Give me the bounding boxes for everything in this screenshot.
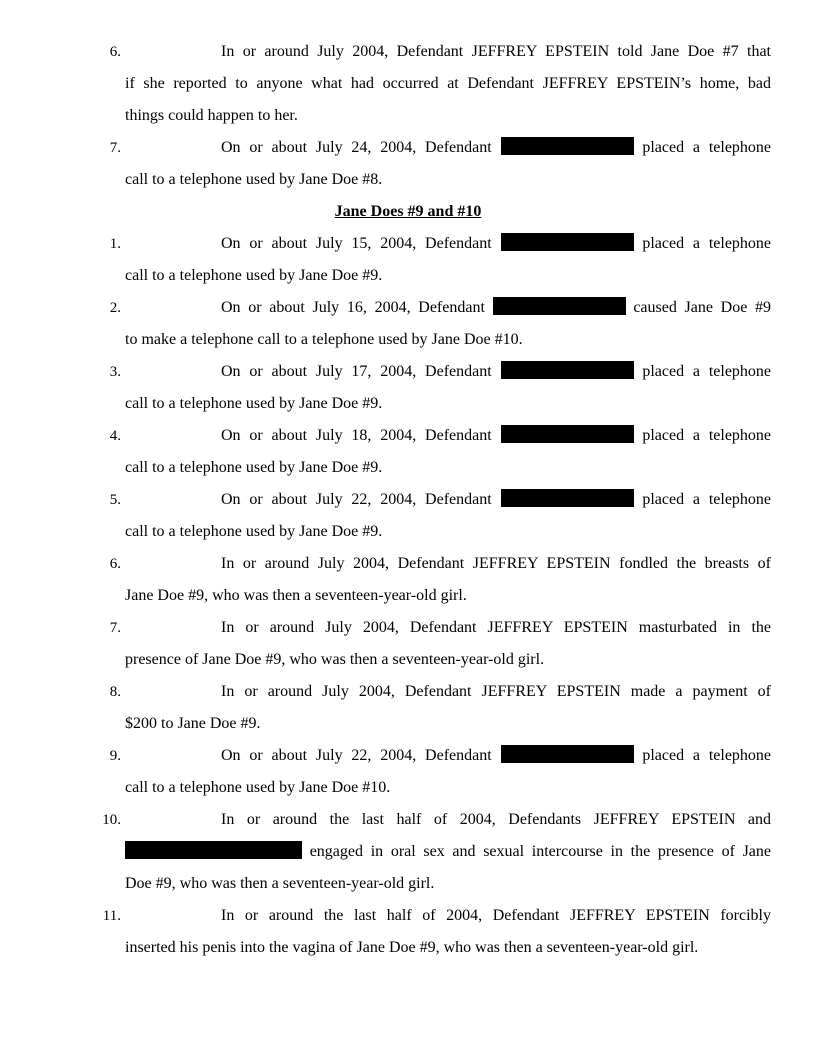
paragraph-line: things could happen to her. bbox=[125, 107, 298, 124]
redaction-bar bbox=[501, 233, 634, 251]
paragraph-line: Jane Doe #9, who was then a seventeen-year-old girl. bbox=[125, 587, 467, 604]
paragraph-line bbox=[221, 232, 771, 256]
paragraph-number: 2. bbox=[109, 300, 121, 316]
paragraph-line bbox=[221, 136, 771, 160]
line-text: On or about July 16, 2004, Defendant bbox=[221, 299, 485, 316]
redaction-bar bbox=[501, 745, 634, 763]
paragraph-line: presence of Jane Doe #9, who was then a seventeen-year-old girl. bbox=[125, 651, 545, 668]
paragraph-line bbox=[221, 424, 771, 448]
line-text: placed a telephone bbox=[642, 363, 772, 380]
paragraph-line: In or around July 2004, Defendant JEFFREY EPSTEIN masturbated in the bbox=[221, 619, 771, 636]
paragraph-line: call to a telephone used by Jane Doe #8. bbox=[125, 171, 383, 188]
paragraph-line: call to a telephone used by Jane Doe #9. bbox=[125, 459, 383, 476]
line-text: placed a telephone bbox=[642, 491, 772, 508]
paragraph-number: 10. bbox=[102, 812, 121, 828]
redaction-bar bbox=[125, 841, 302, 859]
redaction-bar bbox=[501, 489, 634, 507]
paragraph-number: 3. bbox=[109, 364, 121, 380]
line-text: On or about July 24, 2004, Defendant bbox=[221, 139, 492, 156]
line-text: On or about July 17, 2004, Defendant bbox=[221, 363, 492, 380]
paragraph-line: In or around July 2004, Defendant JEFFREY EPSTEIN made a payment of bbox=[221, 683, 771, 700]
line-text: placed a telephone bbox=[642, 139, 772, 156]
paragraph-line: $200 to Jane Doe #9. bbox=[125, 715, 261, 732]
paragraph-line: call to a telephone used by Jane Doe #9. bbox=[125, 523, 383, 540]
line-text: On or about July 22, 2004, Defendant bbox=[221, 747, 492, 764]
line-text: On or about July 15, 2004, Defendant bbox=[221, 235, 492, 252]
line-text: On or about July 22, 2004, Defendant bbox=[221, 491, 492, 508]
paragraph-line: In or around the last half of 2004, Defendant JEFFREY EPSTEIN forcibly bbox=[221, 907, 771, 924]
paragraph-line: if she reported to anyone what had occurred at Defendant JEFFREY EPSTEIN’s home, bad bbox=[125, 75, 771, 92]
paragraph-line: call to a telephone used by Jane Doe #9. bbox=[125, 395, 383, 412]
paragraph-line bbox=[221, 488, 771, 512]
paragraph-number: 11. bbox=[102, 908, 121, 924]
redaction-bar bbox=[501, 137, 634, 155]
paragraph-line bbox=[125, 840, 771, 864]
paragraph-number: 6. bbox=[109, 556, 121, 572]
paragraph-number: 8. bbox=[109, 684, 121, 700]
paragraph-number: 9. bbox=[109, 748, 121, 764]
paragraph-line: In or around July 2004, Defendant JEFFREY EPSTEIN told Jane Doe #7 that bbox=[221, 43, 771, 60]
paragraph-number: 7. bbox=[109, 140, 121, 156]
paragraph-number: 4. bbox=[109, 428, 121, 444]
section-heading: Jane Does #9 and #10 bbox=[334, 203, 482, 220]
paragraph-line: In or around July 2004, Defendant JEFFREY EPSTEIN fondled the breasts of bbox=[221, 555, 771, 572]
paragraph-line: Doe #9, who was then a seventeen-year-old girl. bbox=[125, 875, 435, 892]
paragraph-number: 7. bbox=[109, 620, 121, 636]
paragraph-line: to make a telephone call to a telephone used by Jane Doe #10. bbox=[125, 331, 523, 348]
paragraph-line bbox=[221, 296, 771, 320]
line-text: engaged in oral sex and sexual intercourse in the presence of Jane bbox=[309, 843, 772, 860]
line-text: On or about July 18, 2004, Defendant bbox=[221, 427, 492, 444]
line-text: placed a telephone bbox=[642, 747, 772, 764]
paragraph-line: inserted his penis into the vagina of Jane Doe #9, who was then a seventeen-year-old girl. bbox=[125, 939, 699, 956]
paragraph-line: In or around the last half of 2004, Defendants JEFFREY EPSTEIN and bbox=[221, 811, 771, 828]
line-text: placed a telephone bbox=[642, 427, 772, 444]
paragraph-number: 1. bbox=[109, 236, 121, 252]
redaction-bar bbox=[493, 297, 626, 315]
paragraph-line: call to a telephone used by Jane Doe #9. bbox=[125, 267, 383, 284]
redaction-bar bbox=[501, 361, 634, 379]
paragraph-line: call to a telephone used by Jane Doe #10. bbox=[125, 779, 391, 796]
paragraph-number: 5. bbox=[109, 492, 121, 508]
redaction-bar bbox=[501, 425, 634, 443]
paragraph-line bbox=[221, 744, 771, 768]
paragraph-number: 6. bbox=[109, 44, 121, 60]
line-text: placed a telephone bbox=[642, 235, 772, 252]
line-text: caused Jane Doe #9 bbox=[633, 299, 772, 316]
paragraph-line bbox=[221, 360, 771, 384]
